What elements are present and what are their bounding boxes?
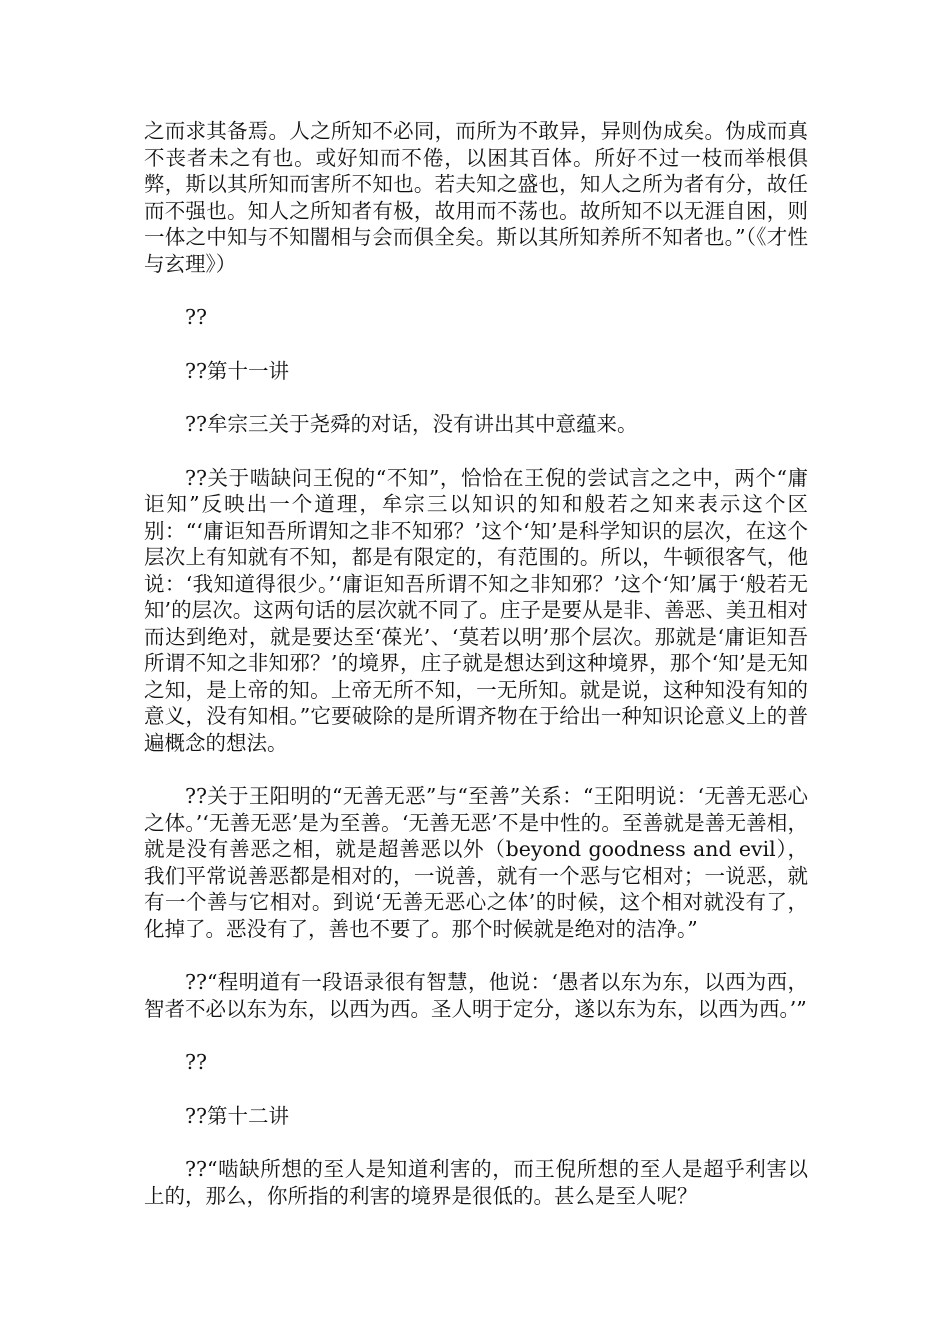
document-page: [144, 118, 808, 1236]
paragraph-zhiren: ??“啮缺所想的至人是知道利害的，而王倪所想的至人是超乎利害以上的，那么，你所指的利害的境界是很低的。甚么是至人呢？: [144, 1157, 808, 1208]
paragraph-cheng-mingdao: ??“程明道有一段语录很有智慧，他说：‘愚者以东为东，以西为西，智者不必以东为东，以西为西。圣人明于定分，遂以东为东，以西为西。’”: [144, 970, 808, 1021]
section-heading-lecture-11: ??第十一讲: [185, 358, 289, 383]
section-heading-lecture-12: ??第十二讲: [185, 1103, 289, 1128]
paragraph-placeholder: ??: [185, 1050, 207, 1074]
paragraph-caixing-quote: 之而求其备焉。人之所知不必同，而所为不敢异，异则伪成矣。伪成而真不丧者未之有也。或好知而不倦，以困其百体。所好不过一枝而举根俱弊，斯以其所知而害所不知也。若夫知之盛也，知人之所为者有分，故任而不强也。知人之所知者有极，故用而不荡也。故所知不以无涯自困，则一体之中知与不知闇相与会而俱全矣。斯以其所知养所不知者也。”（《才性与玄理》）: [144, 119, 808, 276]
paragraph-wang-yangming: ??关于王阳明的“无善无恶”与“至善”关系：“王阳明说：‘无善无恶心之体。’‘无善无恶’是为至善。‘无善无恶’不是中性的。至善就是善无善相，就是没有善恶之相，就是超善恶以外（beyond goodness and evil），我们平常说善恶都是相对的，一说善，就有一个恶与它相对；一说恶，就有一个善与它相对。到说‘无善无恶心之体’的时候，这个相对就没有了，化掉了。恶没有了，善也不要了。那个时候就是绝对的洁净。”: [144, 784, 808, 941]
paragraph-niequ-wangni: ??关于啮缺问王倪的“不知”，恰恰在王倪的尝试言之之中，两个“庸讵知”反映出一个道理，牟宗三以知识的知和般若之知来表示这个区别：“‘庸讵知吾所谓知之非不知邪？’这个‘知’是科学知识的层次，在这个层次上有知就有不知，都是有限定的，有范围的。所以，牛顿很客气，他说：‘我知道得很少。’‘庸讵知吾所谓不知之非知邪？’这个‘知’属于‘般若无知’的层次。这两句话的层次就不同了。庄子是要从是非、善恶、美丑相对而达到绝对，就是要达至‘葆光’、‘莫若以明’那个层次。那就是‘庸讵知吾所谓不知之非知邪？’的境界，庄子就是想达到这种境界，那个‘知’是无知之知，是上帝的知。上帝无所不知，一无所知。就是说，这种知没有知的意义，没有知相。”它要破除的是所谓齐物在于给出一种知识论意义上的普遍概念的想法。: [144, 465, 808, 755]
paragraph-placeholder: ??: [185, 305, 207, 329]
paragraph-yao-shun: ??牟宗三关于尧舜的对话，没有讲出其中意蕴来。: [185, 412, 638, 436]
